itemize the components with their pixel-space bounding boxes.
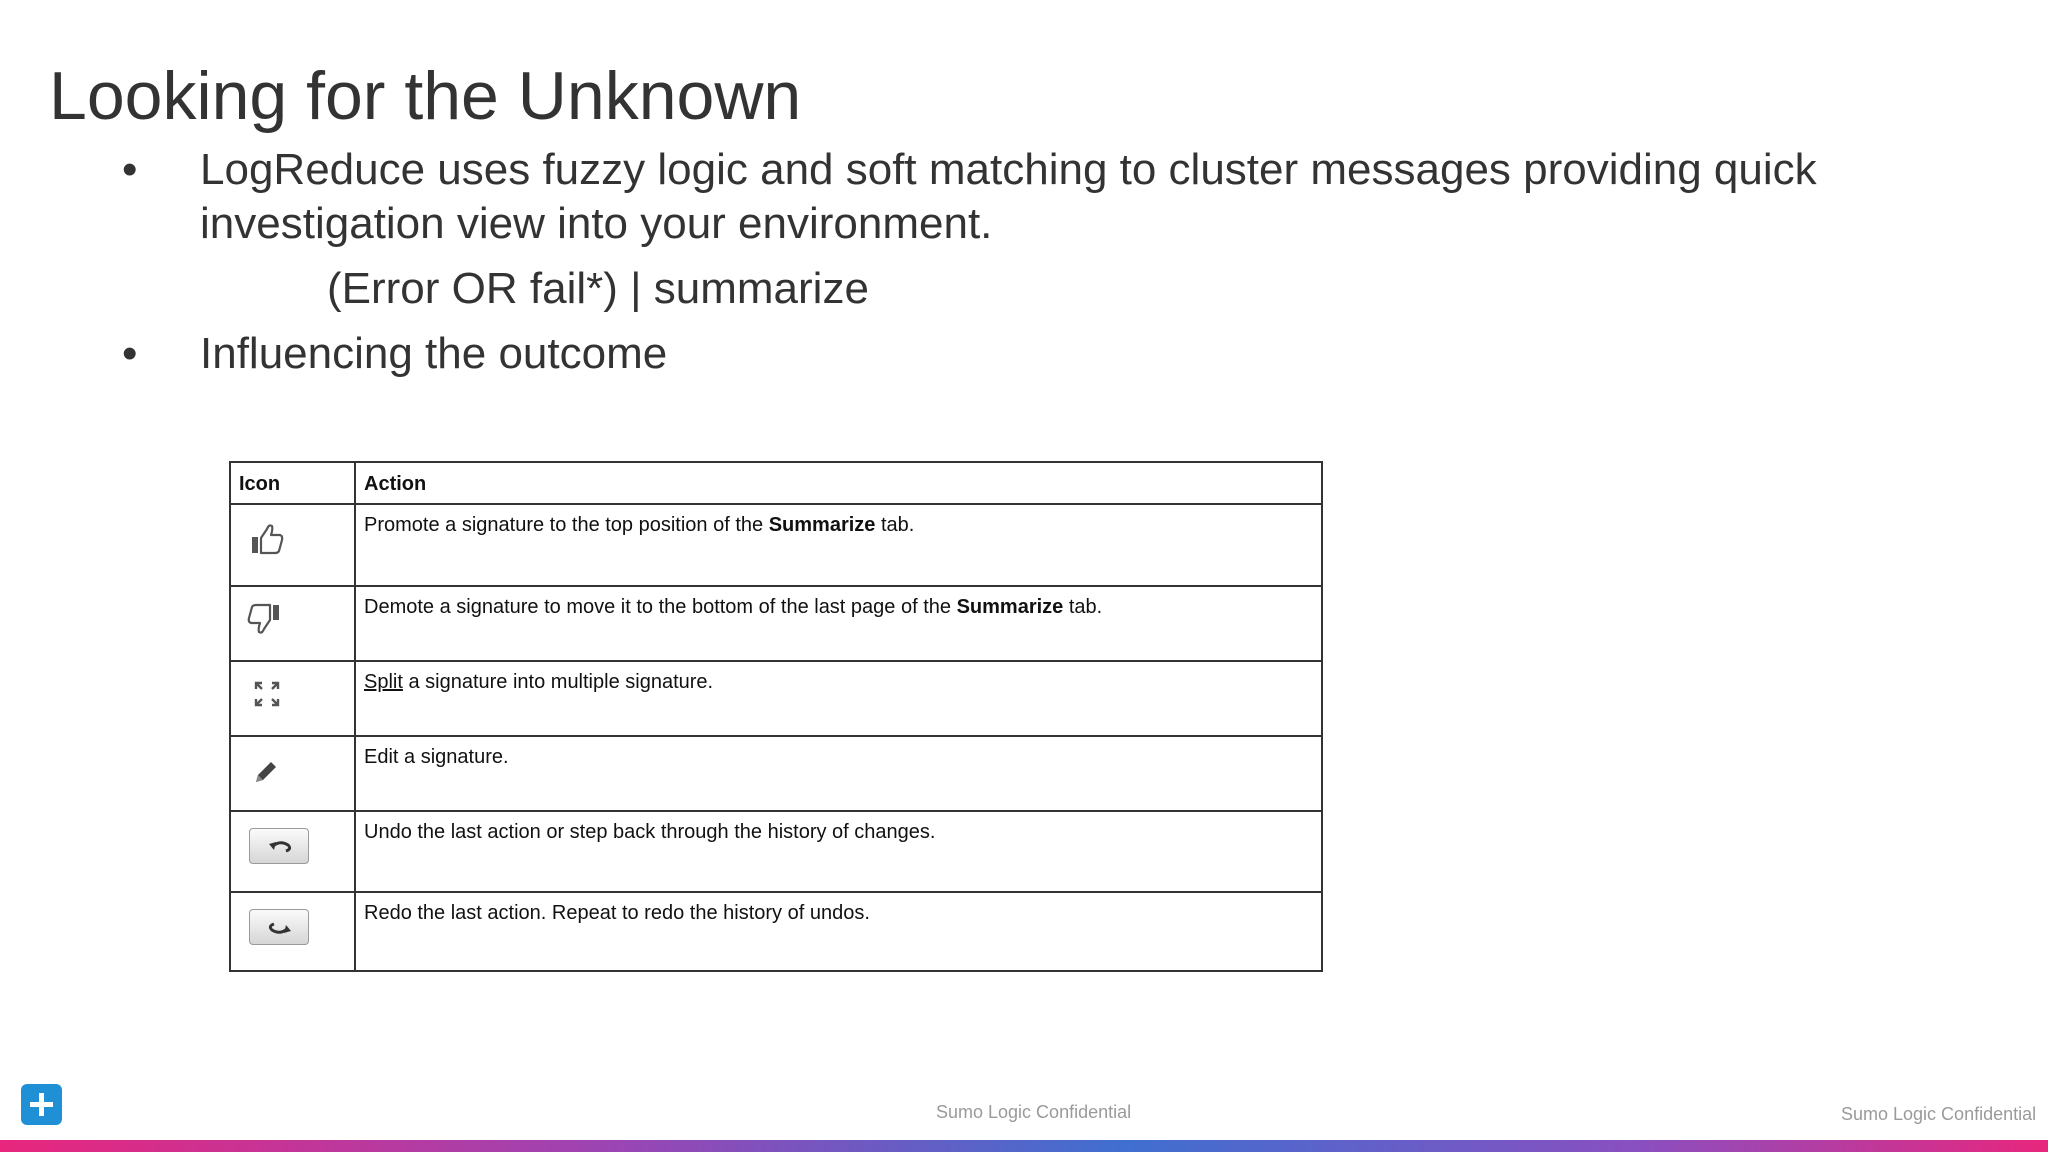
action-cell: Undo the last action or step back through the history of changes. <box>355 811 1322 892</box>
column-header-icon: Icon <box>230 462 355 504</box>
column-header-action: Action <box>355 462 1322 504</box>
pencil-icon <box>251 757 281 787</box>
footer-confidential: Sumo Logic Confidential <box>936 1102 1132 1122</box>
action-cell: Edit a signature. <box>355 736 1322 811</box>
redo-icon <box>267 919 293 937</box>
thumbs-down-icon <box>245 601 283 637</box>
undo-icon <box>267 838 293 856</box>
split-expand-icon <box>253 680 281 708</box>
action-cell: Split a signature into multiple signature. <box>355 661 1322 736</box>
query-example: (Error OR fail*) | summarize <box>327 264 869 313</box>
thumbs-up-icon <box>249 521 285 557</box>
action-cell: Demote a signature to move it to the bottom of the last page of the Summarize tab. <box>355 586 1322 661</box>
action-cell: Promote a signature to the top position of the Summarize tab. <box>355 504 1322 586</box>
slide-title: Looking for the Unknown <box>49 58 802 134</box>
action-cell: Redo the last action. Repeat to redo the history of undos. <box>355 892 1322 971</box>
bullet-text-line: investigation view into your environment. <box>200 199 993 248</box>
bullet-marker: • <box>122 329 138 378</box>
table-row <box>230 586 1322 661</box>
table-row <box>230 661 1322 736</box>
footer-confidential-right: Sumo Logic Confidential <box>1841 1104 2037 1124</box>
icon-cell <box>230 736 355 811</box>
table-row <box>230 736 1322 811</box>
icon-cell <box>230 811 355 892</box>
add-button[interactable] <box>21 1084 62 1125</box>
icon-cell <box>230 586 355 661</box>
redo-button[interactable] <box>249 909 309 945</box>
table-row <box>230 811 1322 892</box>
plus-icon <box>21 1084 62 1125</box>
bottom-gradient-bar <box>0 1140 2048 1152</box>
bullet-text-line: Influencing the outcome <box>200 329 668 378</box>
bullet-text-line: LogReduce uses fuzzy logic and soft matching to cluster messages providing quick <box>200 145 1817 194</box>
undo-button[interactable] <box>249 828 309 864</box>
bullet-marker: • <box>122 145 138 194</box>
icon-cell <box>230 504 355 586</box>
icon-cell <box>230 661 355 736</box>
table-header-row <box>230 462 1322 504</box>
table-row <box>230 892 1322 971</box>
icon-cell <box>230 892 355 971</box>
icon-action-table <box>229 461 1323 972</box>
table-row <box>230 504 1322 586</box>
